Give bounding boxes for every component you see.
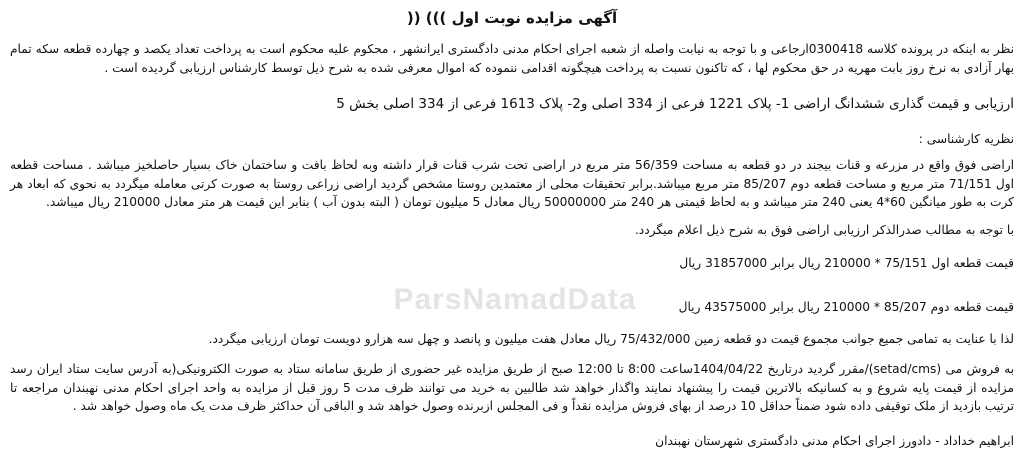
- price-second-plot: قیمت قطعه دوم 85/207 * 210000 ریال برابر 43575000 ریال: [678, 300, 1014, 314]
- sale-conditions-paragraph: به فروش می (setad/cms)/مقرر گردید درتاریخ 1404/04/22ساعت 8:00 تا 12:00 صبح از طریق مزایده غیر حضوری از طریق سامانه ستاد به صورت الکترونیکی(به آدرس سایت ستاد ایران رسد مزایده از قیمت پایه شروع و به کسانیکه بالاترین قیمت را پیشنهاد نمایند واگذار خواهد شد طالبین به خرید می توانند ظرف مدت 5 روز قبل از مزایده به واحد اجرای احکام مدنی نهبندان مراجعه تا ترتیب بازدید از ملک توقیفی داده شود ضمناً حداقل 10 درصد از بهای فروش مزایده نقداً و فی المجلس ازبرنده وصول خواهد شد و الباقی آن حداکثر ظرف مدت یک ماه وصول خواهد شد .: [10, 362, 1015, 413]
- attention-line: با توجه به مطالب صدرالذکر ارزیابی اراضی فوق به شرح ذیل اعلام میگردد.: [634, 223, 1014, 237]
- intro-paragraph: نظر به اینکه در پرونده کلاسه 0300418ارجاعی و با توجه به نیابت واصله از شعبه اجرای احکام مدنی دادگستری ایرانشهر ، محکوم علیه محکوم است به پرداخت تعداد یکصد و چهارده قطعه سکه تمام بهار آزادی به نرخ روز بابت مهریه در حق محکوم لها ، که تاکنون نسبت به پرداخت هیچگونه اقدامی ننموده که اموال معرفی شده به شرح ذیل توسط کارشناس ارزیابی گردیده است .: [10, 42, 1014, 75]
- total-valuation-line: لذا با عنایت به تمامی جمیع جوانب مجموع قیمت دو قطعه زمین 75/432/000 ریال معادل هفت میلیون و پانصد و چهل سه هزارو دویست تومان ارزیابی میگردد.: [208, 332, 1014, 346]
- auction-notice: [10, 8, 1014, 454]
- signature-line: ابراهیم خداداد - دادورز اجرای احکام مدنی دادگستری شهرستان نهبندان: [655, 434, 1014, 448]
- price-first-plot: قیمت قطعه اول 75/151 * 210000 ریال برابر 31857000 ریال: [679, 256, 1014, 270]
- expert-opinion-paragraph: اراضی فوق واقع در مزرعه و قنات بیجند در دو قطعه به مساحت 56/359 متر مربع در اراضی تحت شرب قنات قرار داشته وبه لحاظ بافت و ساختمان خاک بسیار حاصلخیز میباشد . مساحت قطعه اول 71/151 متر مربع و مساحت قطعه دوم 85/207 متر مربع میباشد.برابر تحقیقات محلی از معتمدین روستا مشخص گردید اراضی زراعی روستا به صورت کرتی معامله میگردد به نحوی که ابعاد هر کرت به طور میانگین 60*4 یعنی 240 متر میباشد و به لحاظ قیمتی هر 240 متر 50000000 ریال معادل 5 میلیون تومان ( البته بدون آب ) بنابر این قیمت هر متر معادل 210000 ریال میباشد.: [10, 158, 1014, 209]
- notice-title: آگهی مزایده نوبت اول ))) ((: [406, 9, 618, 27]
- valuation-heading: ارزیابی و قیمت گذاری ششدانگ اراضی 1- پلاک 1221 فرعی از 334 اصلی و2- پلاک 1613 فرعی از 334 اصلی بخش 5: [336, 96, 1014, 112]
- watermark-logo: ParsNamadData: [393, 283, 637, 316]
- expert-heading: نظریه کارشناسی :: [918, 132, 1014, 146]
